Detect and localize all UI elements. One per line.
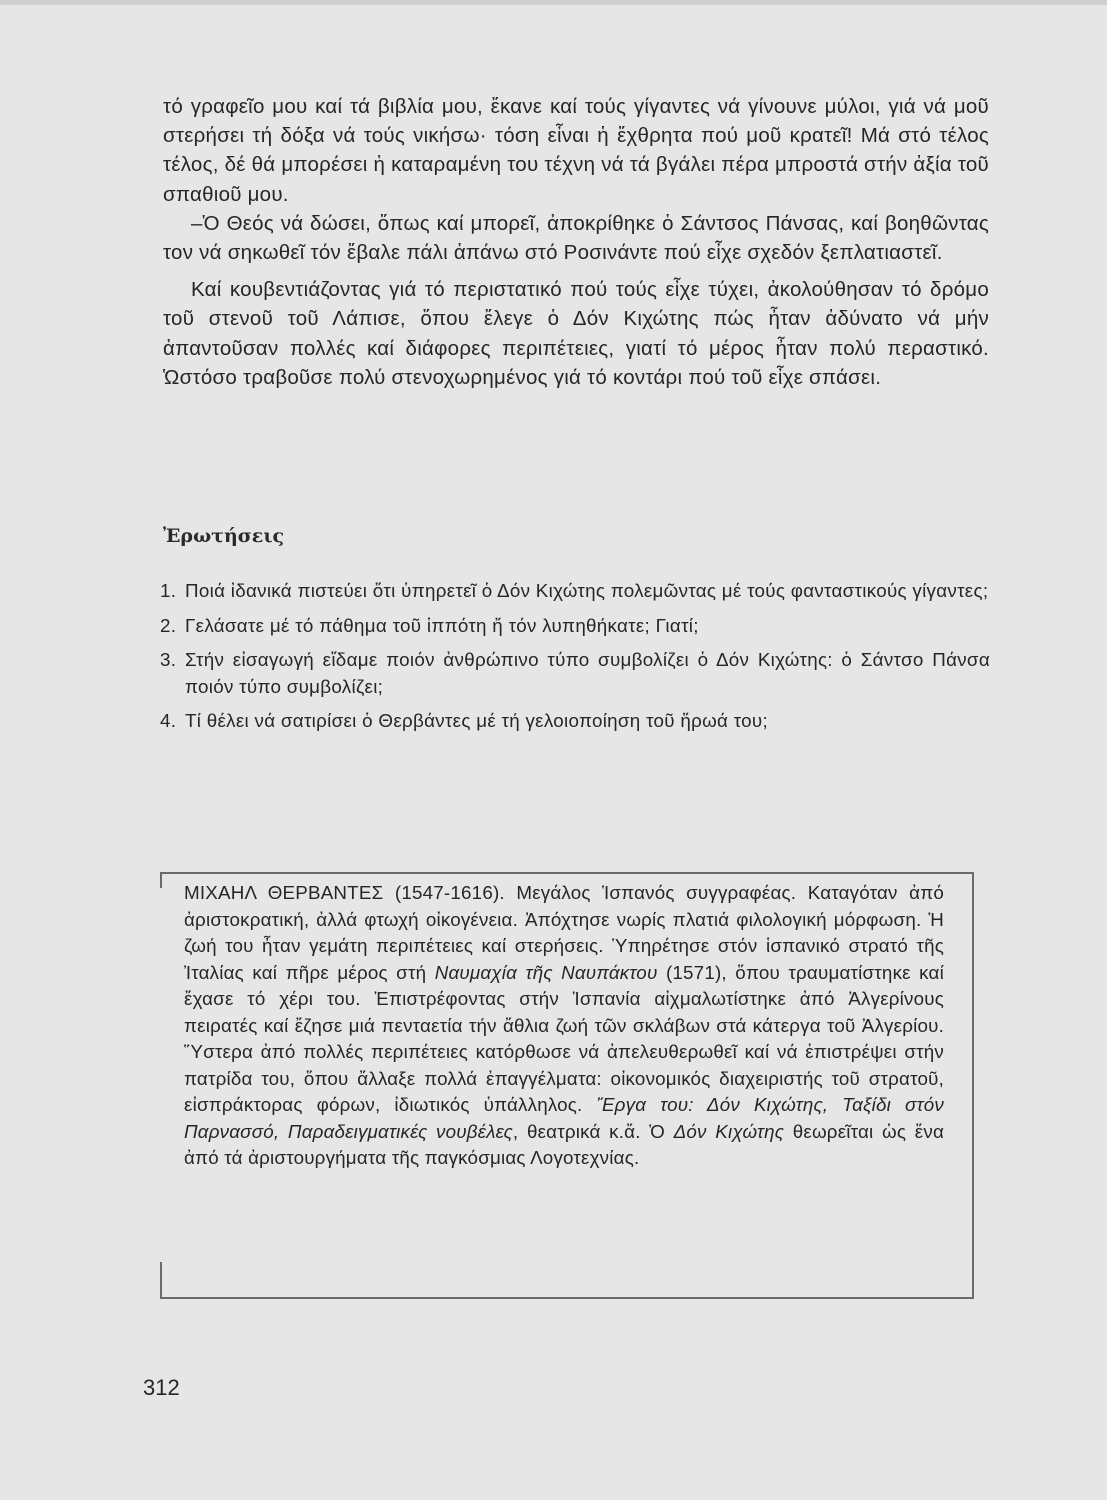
question-item <box>160 647 990 700</box>
paragraph: –Ὁ Θεός νά δώσει, ὅπως καί μπορεῖ, ἀποκρίθηκε ὁ Σάντσος Πάνσας, καί βοηθῶντας τον νά σηκωθεῖ τόν ἔβαλε πάλι ἀπάνω στό Ροσινάντε πού εἶχε σχεδόν ξεπλατιαστεῖ. <box>163 211 989 265</box>
question-item <box>160 708 990 735</box>
frame-corner <box>160 872 162 888</box>
paragraph: τό γραφεῖο μου καί τά βιβλία μου, ἔκανε καί τούς γίγαντες νά γίνουνε μύλοι, γιά νά μοῦ στερήσει τή δόξα νά τούς νικήσω· τόση εἶναι ἡ ἔχθρητα πού μοῦ κρατεῖ! Μά στό τέλος τέλος, δέ θά μπορέσει ἡ καταραμένη του τέχνη νά τά βγάλει πέρα μπροστά στήν ἀξία τοῦ σπαθιοῦ μου. <box>163 95 989 206</box>
question-number: 2. <box>160 614 177 636</box>
question-item <box>160 613 990 640</box>
works-list: Ἔργα του: Δόν Κιχώτης, Ταξίδι στόν Παρνασσό, Παραδειγματικές νουβέλες <box>184 1094 944 1142</box>
question-number: 1. <box>160 580 177 601</box>
questions-list <box>160 578 990 743</box>
author-bio <box>184 880 944 1172</box>
page-number: 312 <box>143 1375 180 1400</box>
question-item <box>160 578 990 605</box>
bio-text-part: , θεατρικά κ.ἄ. Ὁ <box>512 1120 674 1142</box>
bio-text-part: θεωρεῖται ὡς ἕνα ἀπό τά ἀριστουργήματα τῆς παγκόσμιας Λογοτεχνίας. <box>184 1120 944 1168</box>
questions-heading: Ἐρωτήσεις <box>163 525 285 547</box>
question-text: Τί θέλει νά σατιρίσει ὁ Θερβάντες μέ τή γελοιοποίηση τοῦ ἥρωά του; <box>185 710 769 731</box>
story-text <box>163 92 989 392</box>
bio-text-part: (1571), ὅπου τραυματίστηκε καί ἔχασε τό χέρι του. Ἐπιστρέφοντας στήν Ἰσπανία αἰχμαλωτίστηκε ἀπό Ἀλγερίνους πειρατές καί ἔζησε μιά πενταετία τήν ἄθλια ζωή τῶν σκλάβων στά κάτεργα τοῦ Ἀλγερίου. Ὕστερα ἀπό πολλές περιπέτειες κατόρθωσε νά ἀπελευθερωθεῖ καί νά ἐπιστρέψει στήν πατρίδα του, ὅπου ἄλλαξε πολλά ἐπαγγέλματα: οἰκονομικός διαχειριστής τοῦ στρατοῦ, εἰσπράκτορας φόρων, ἰδιωτικός ὑπάλληλος. <box>184 961 944 1115</box>
bio-text-part: ΜΙΧΑΗΛ ΘΕΡΒΑΝΤΕΣ (1547-1616). Μεγάλος Ἱσπανός συγγραφέας. Καταγόταν ἀπό ἀριστοκρατική, ἀλλά φτωχή οἰκογένεια. Ἀπόχτησε νωρίς πλατιά φιλολογική μόρφωση. Ἡ ζωή του ἦταν γεμάτη περιπέτειες καί στερήσεις. Ὑπηρέτησε στόν ἱσπανικό στρατό τῆς Ἰταλίας καί πῆρε μέρος στή <box>184 882 944 983</box>
question-number: 3. <box>160 649 177 670</box>
frame-corner <box>160 1262 162 1299</box>
battle-title: Ναυμαχία τῆς Ναυπάκτου <box>434 961 658 983</box>
paragraph: Καί κουβεντιάζοντας γιά τό περιστατικό πού τούς εἶχε τύχει, ἀκολούθησαν τό δρόμο τοῦ στενοῦ τοῦ Λάπισε, ὅπου ἔλεγε ὁ Δόν Κιχώτης πώς ἦταν ἀδύνατο νά μήν ἀπαντοῦσαν πολλές καί διάφορες περιπέτειες, γιατί τό μέρος ἦταν πολύ περαστικό. Ὡστόσο τραβοῦσε πολύ στενοχωρημένος γιά τό κοντάρι πού τοῦ εἶχε σπάσει. <box>163 278 989 389</box>
question-text: Γελάσατε μέ τό πάθημα τοῦ ἱππότη ἤ τόν λυπηθήκατε; Γιατί; <box>185 614 699 636</box>
work-title: Δόν Κιχώτης <box>673 1120 785 1142</box>
question-text: Στήν εἰσαγωγή εἴδαμε ποιόν ἀνθρώπινο τύπο συμβολίζει ὁ Δόν Κιχώτης: ὁ Σάντσο Πάνσα ποιόν τύπο συμβολίζει; <box>185 649 990 697</box>
question-text: Ποιά ἰδανικά πιστεύει ὅτι ὑπηρετεῖ ὁ Δόν Κιχώτης πολεμῶντας μέ τούς φανταστικούς γίγαντες; <box>185 580 989 601</box>
question-number: 4. <box>160 710 177 731</box>
page-top-edge <box>0 0 1107 5</box>
